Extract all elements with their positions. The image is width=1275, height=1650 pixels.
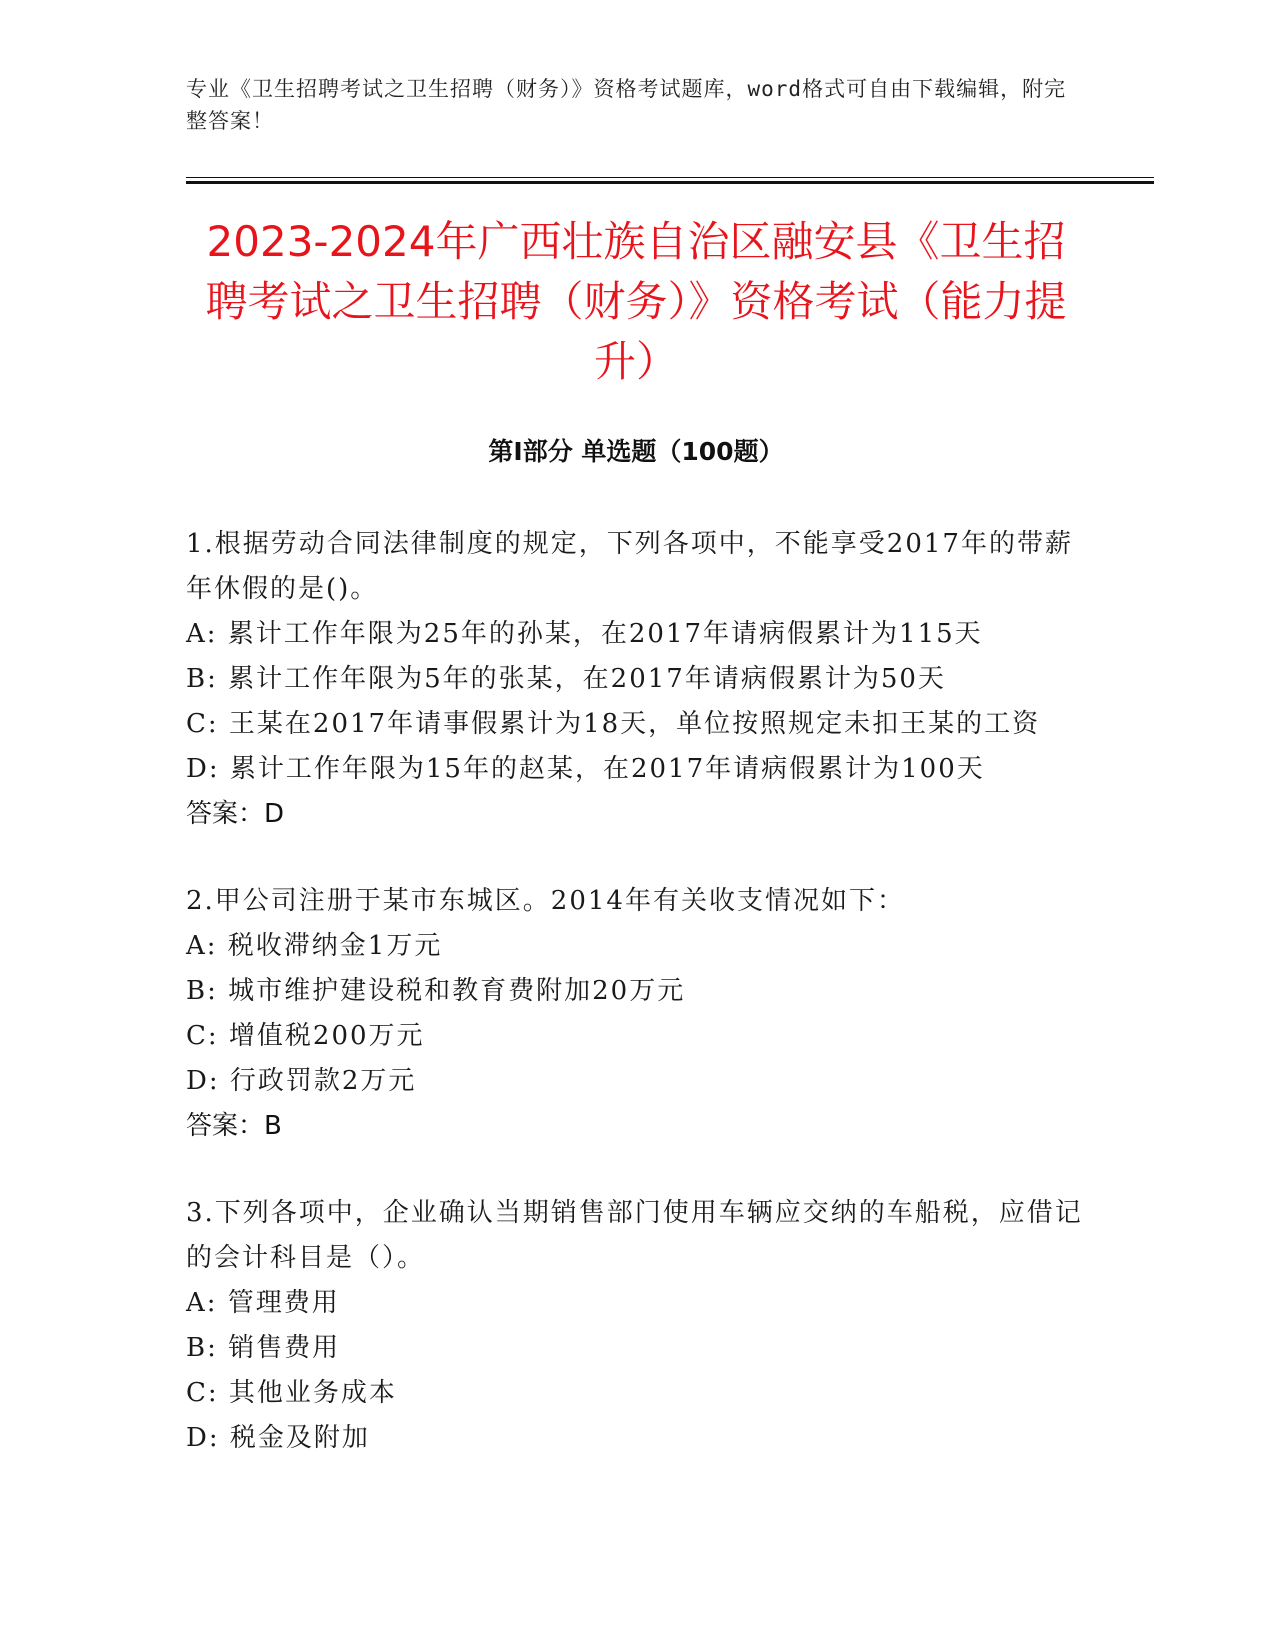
option-b: B: 销售费用 bbox=[186, 1333, 341, 1363]
question-stem: 3.下列各项中，企业确认当期销售部门使用车辆应交纳的车船税，应借记的会计科目是（）。 bbox=[186, 1198, 1083, 1273]
question-stem: 2.甲公司注册于某市东城区。2014年有关收支情况如下： bbox=[186, 886, 905, 916]
question-2 bbox=[186, 879, 1086, 1149]
option-d: D: 行政罚款2万元 bbox=[186, 1066, 417, 1096]
option-c: C: 其他业务成本 bbox=[186, 1378, 397, 1408]
option-d: D: 累计工作年限为15年的赵某，在2017年请病假累计为100天 bbox=[186, 754, 985, 784]
answer-label: 答案：B bbox=[186, 1111, 282, 1141]
option-a: A: 累计工作年限为25年的孙某，在2017年请病假累计为115天 bbox=[186, 619, 983, 649]
question-1 bbox=[186, 522, 1086, 837]
header-note: 专业《卫生招聘考试之卫生招聘（财务）》资格考试题库，word格式可自由下载编辑，附完整答案！ bbox=[186, 77, 1067, 133]
option-a: A: 管理费用 bbox=[186, 1288, 340, 1318]
header-rule-thick bbox=[186, 181, 1154, 184]
section-title: 第I部分 单选题（100题） bbox=[488, 437, 784, 466]
question-stem: 1.根据劳动合同法律制度的规定，下列各项中，不能享受2017年的带薪年休假的是()。 bbox=[186, 529, 1073, 604]
option-c: C: 王某在2017年请事假累计为18天，单位按照规定未扣王某的工资 bbox=[186, 709, 1041, 739]
option-d: D: 税金及附加 bbox=[186, 1423, 370, 1453]
option-b: B: 累计工作年限为5年的张某，在2017年请病假累计为50天 bbox=[186, 664, 946, 694]
document-title: 2023-2024年广西壮族自治区融安县《卫生招聘考试之卫生招聘（财务）》资格考试（能力提升） bbox=[205, 217, 1067, 386]
option-b: B: 城市维护建设税和教育费附加20万元 bbox=[186, 976, 686, 1006]
option-a: A: 税收滞纳金1万元 bbox=[186, 931, 443, 961]
header-rule-thin bbox=[186, 177, 1154, 178]
answer-label: 答案：D bbox=[186, 799, 285, 829]
question-list bbox=[186, 522, 1086, 1503]
option-c: C: 增值税200万元 bbox=[186, 1021, 425, 1051]
question-3 bbox=[186, 1191, 1086, 1461]
